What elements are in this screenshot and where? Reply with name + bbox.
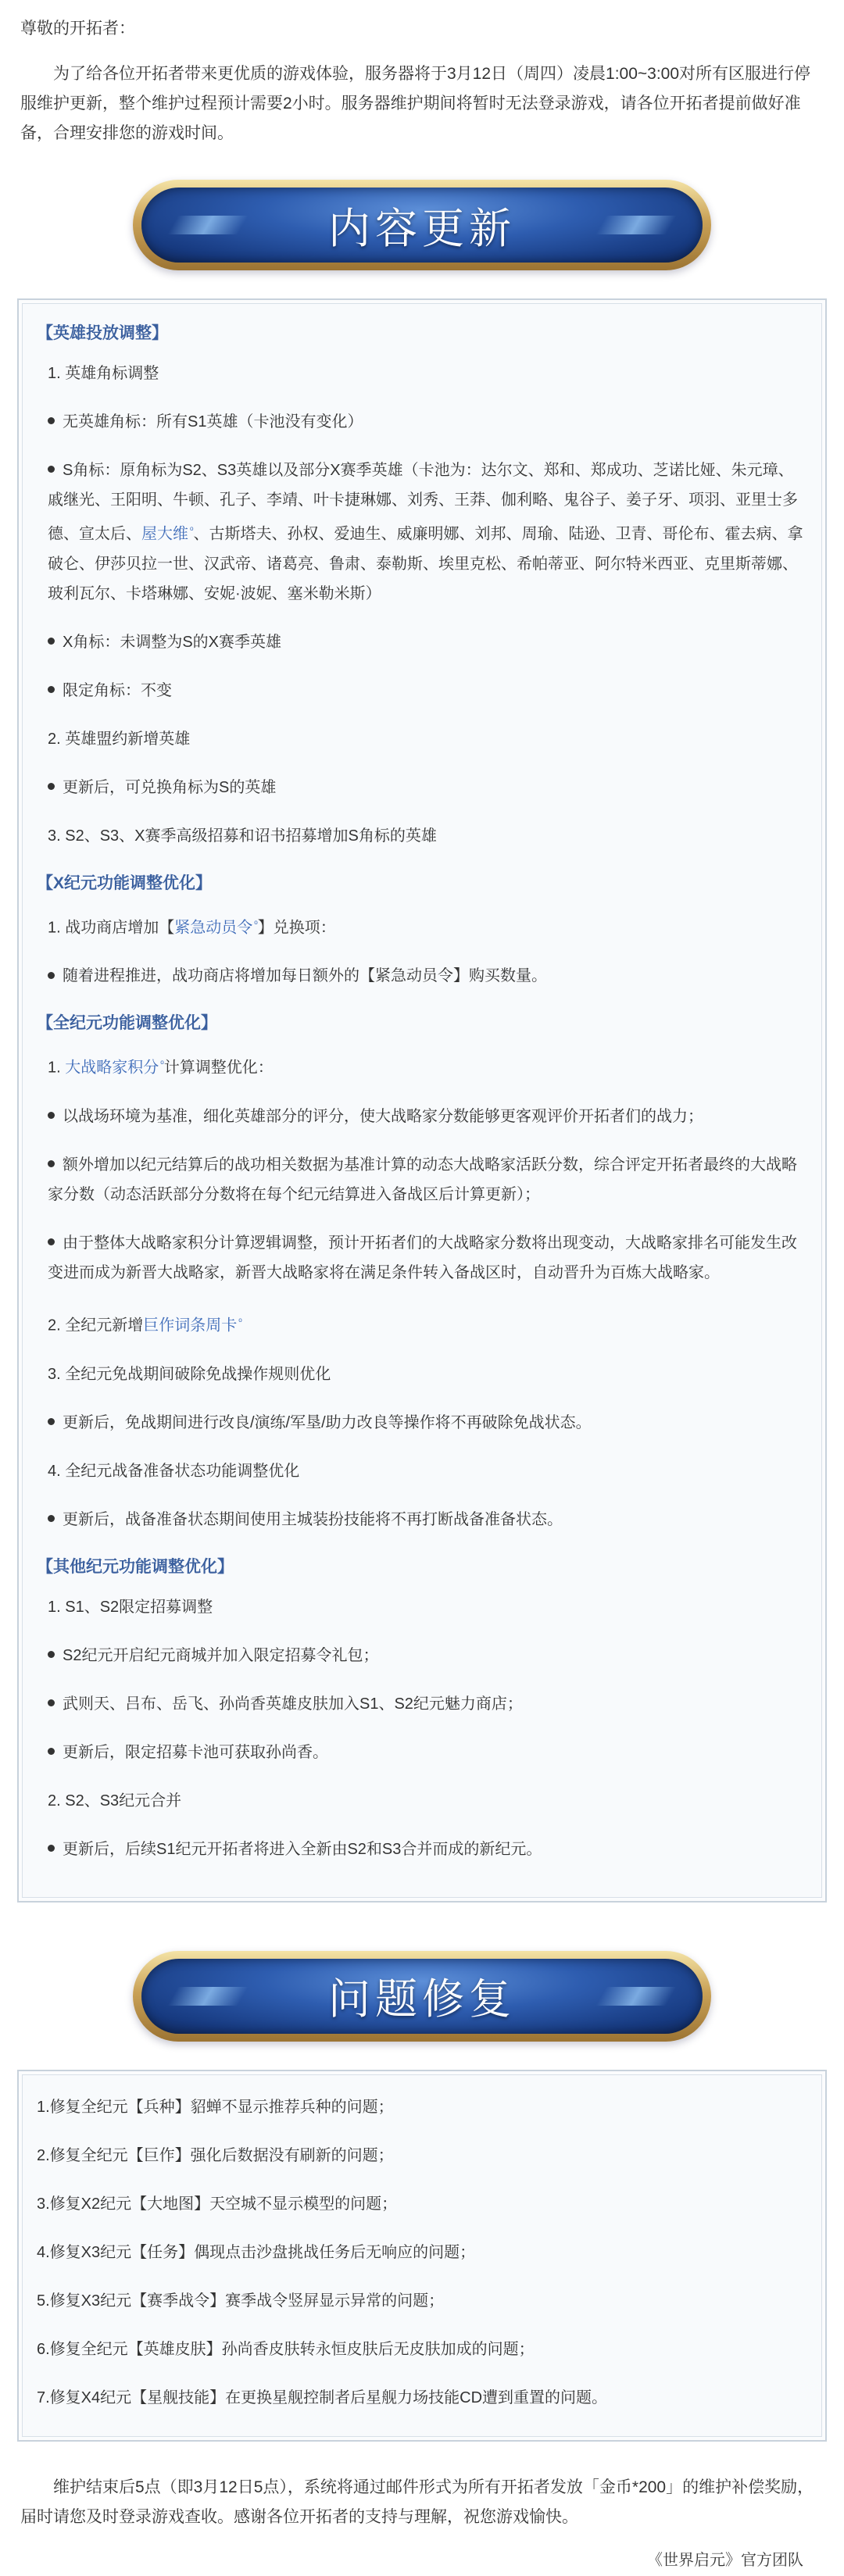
bullet-dot-icon xyxy=(48,1748,55,1755)
bug-fix-list xyxy=(22,2074,822,2437)
numbered-item xyxy=(37,1786,809,1816)
item-text: 1. S1、S2限定招募调整 xyxy=(48,1598,213,1616)
bug-fix-banner xyxy=(0,1951,844,2042)
bullet-dot-icon xyxy=(48,466,55,473)
item-text: 2. 全纪元新增 xyxy=(48,1317,144,1334)
item-text: 武则天、吕布、岳飞、孙尚香英雄皮肤加入S1、S2纪元魅力商店； xyxy=(63,1695,523,1713)
item-text: 计算调整优化： xyxy=(163,1059,274,1077)
numbered-item xyxy=(37,1456,809,1486)
bullet-dot-icon xyxy=(48,1699,55,1706)
banner-plate xyxy=(141,188,703,263)
numbered-item xyxy=(37,909,809,943)
bullet-item xyxy=(37,1505,809,1535)
item-text: 1. xyxy=(48,1059,66,1077)
content-update-banner xyxy=(0,180,844,270)
compensation-notice: 维护结束后5点（即3月12日5点），系统将通过邮件形式为所有开拓者发放「金币*200」的维护补偿奖励，届时请您及时登录游戏查收。感谢各位开拓者的支持与理解，祝您游戏愉快。 xyxy=(20,2478,814,2526)
numbered-item xyxy=(37,1592,809,1622)
bullet-dot-icon xyxy=(48,1160,55,1167)
numbered-item xyxy=(37,821,809,851)
item-text: 更新后，免战期间进行改良/演练/军垦/助力改良等操作将不再破除免战状态。 xyxy=(63,1413,592,1431)
fix-item: 3.修复X2纪元【大地图】天空城不显示模型的问题； xyxy=(37,2195,398,2213)
bullet-item xyxy=(37,773,809,802)
item-text: 更新后，限定招募卡池可获取孙尚香。 xyxy=(63,1743,328,1761)
fix-item: 1.修复全纪元【兵种】貂蝉不显示推荐兵种的问题； xyxy=(37,2098,394,2116)
search-hint-icon[interactable]: ᵒ xyxy=(238,1315,242,1327)
banner-title: 内容更新 xyxy=(328,203,516,253)
fix-item: 2.修复全纪元【巨作】强化后数据没有刷新的问题； xyxy=(37,2146,394,2164)
bug-fix-box xyxy=(17,2070,827,2442)
bullet-item xyxy=(37,1738,809,1767)
bullet-dot-icon xyxy=(48,972,55,979)
item-text: 无英雄角标：所有S1英雄（卡池没有变化） xyxy=(63,413,363,431)
fix-item: 7.修复X4纪元【星舰技能】在更换星舰控制者后星舰力场技能CD遭到重置的问题。 xyxy=(37,2388,608,2406)
item-text: 2. S2、S3纪元合并 xyxy=(48,1792,182,1810)
greeting: 尊敬的开拓者： xyxy=(20,20,135,38)
bullet-dot-icon xyxy=(48,417,55,424)
item-text: 1. 战功商店增加【 xyxy=(48,919,175,937)
numbered-item xyxy=(37,1306,809,1341)
section-title: 【其他纪元功能调整优化】 xyxy=(37,1557,234,1576)
bullet-dot-icon xyxy=(48,1112,55,1119)
item-text: 3. 全纪元免战期间破除免战操作规则优化 xyxy=(48,1365,331,1383)
item-text: 、古斯塔夫、孙权、爱迪生、威廉明娜、刘邦、周瑜、陆逊、卫青、哥伦布、霍去病、拿破仑、伊莎贝拉一世、汉武帝、诸葛亮、鲁肃、泰勒斯、埃里克松、希帕蒂亚、阿尔特米西亚、克里斯蒂娜、玻利瓦尔、卡塔琳娜、安妮·波妮、塞米勒米斯） xyxy=(48,525,803,602)
bullet-dot-icon xyxy=(48,1418,55,1425)
fix-item: 4.修复X3纪元【任务】偶现点击沙盘挑战任务后无响应的问题； xyxy=(37,2243,476,2261)
bullet-item xyxy=(37,676,809,706)
item-text: X角标：未调整为S的X赛季英雄 xyxy=(63,633,282,651)
maintenance-notice: 为了给各位开拓者带来更优质的游戏体验，服务器将于3月12日（周四）凌晨1:00~3:00对所有区服进行停服维护更新，整个维护过程预计需要2小时。服务器维护期间将暂时无法登录游戏，请各位开拓者提前做好准备，合理安排您的游戏时间。 xyxy=(20,65,811,142)
numbered-item xyxy=(37,1359,809,1389)
item-text: 更新后，战备准备状态期间使用主城装扮技能将不再打断战备准备状态。 xyxy=(63,1510,563,1528)
search-hint-icon[interactable]: ᵒ xyxy=(160,1058,164,1070)
item-text: 更新后，可兑换角标为S的英雄 xyxy=(63,778,277,796)
content-update-list xyxy=(22,303,822,1898)
search-hint-icon[interactable]: ᵒ xyxy=(190,524,194,535)
bullet-item xyxy=(37,456,809,609)
item-text: 由于整体大战略家积分计算逻辑调整，预计开拓者们的大战略家分数将出现变动，大战略家排名可能发生改变进而成为新晋大战略家，新晋大战略家将在满足条件转入备战区时，自动晋升为百炼大战略家。 xyxy=(48,1234,797,1281)
bullet-dot-icon xyxy=(48,1515,55,1522)
outro-section xyxy=(0,2442,844,2574)
bullet-item xyxy=(37,627,809,657)
item-text: S2纪元开启纪元商城并加入限定招募令礼包； xyxy=(63,1646,379,1664)
numbered-item xyxy=(37,1049,809,1083)
bullet-dot-icon xyxy=(48,1651,55,1658)
section-title: 【全纪元功能调整优化】 xyxy=(37,1014,217,1033)
item-text: 1. 英雄角标调整 xyxy=(48,365,159,382)
content-update-box xyxy=(17,298,827,1903)
bullet-item xyxy=(37,1641,809,1670)
bullet-dot-icon xyxy=(48,1845,55,1852)
fix-item: 5.修复X3纪元【赛季战令】赛季战令竖屏显示异常的问题； xyxy=(37,2292,445,2310)
bullet-item xyxy=(37,1102,809,1131)
bullet-item xyxy=(37,1150,809,1209)
item-text: 4. 全纪元战备准备状态功能调整优化 xyxy=(48,1462,300,1480)
section-title: 【X纪元功能调整优化】 xyxy=(37,874,213,892)
bullet-dot-icon xyxy=(48,638,55,645)
bullet-dot-icon xyxy=(48,783,55,790)
fix-item: 6.修复全纪元【英雄皮肤】孙尚香皮肤转永恒皮肤后无皮肤加成的问题； xyxy=(37,2340,535,2358)
item-text: 随着进程推进，战功商店将增加每日额外的【紧急动员令】购买数量。 xyxy=(63,967,547,985)
item-text: 限定角标：不变 xyxy=(63,681,172,699)
item-text: 以战场环境为基准，细化英雄部分的评分，使大战略家分数能够更客观评价开拓者们的战力； xyxy=(63,1107,703,1125)
bullet-dot-icon xyxy=(48,1238,55,1245)
term-link[interactable]: 紧急动员令 xyxy=(174,919,253,937)
bullet-item xyxy=(37,1408,809,1438)
bullet-item xyxy=(37,1228,809,1288)
term-link[interactable]: 屋大维 xyxy=(141,525,188,543)
banner-plate xyxy=(141,1959,703,2034)
numbered-item xyxy=(37,724,809,754)
bullet-item xyxy=(37,961,809,991)
numbered-item xyxy=(37,359,809,388)
banner-frame xyxy=(133,1951,711,2042)
term-link[interactable]: 巨作词条周卡 xyxy=(143,1317,238,1334)
bullet-item xyxy=(37,1689,809,1719)
banner-frame xyxy=(133,180,711,270)
signature: 《世界启元》官方团队 xyxy=(647,2551,803,2569)
item-text: 更新后，后续S1纪元开拓者将进入全新由S2和S3合并而成的新纪元。 xyxy=(63,1840,542,1858)
bullet-dot-icon xyxy=(48,686,55,693)
search-hint-icon[interactable]: ᵒ xyxy=(254,917,258,929)
item-text: S角标：原角标为S2、S3英雄以及部分X赛季英雄（卡池为：达尔文、郑和、郑成功、芝诺比娅、朱元璋、戚继光、王阳明、牛顿、孔子、李靖、叶卡捷琳娜、刘秀、王莽、伽利略、鬼谷子、姜子牙、项羽、亚里士多德、宣太后、 xyxy=(48,462,798,543)
bullet-item xyxy=(37,1835,809,1864)
item-text: 2. 英雄盟约新增英雄 xyxy=(48,730,191,748)
intro-section xyxy=(0,0,844,148)
item-text: 3. S2、S3、X赛季高级招募和诏书招募增加S角标的英雄 xyxy=(48,827,437,845)
bullet-item xyxy=(37,407,809,437)
banner-title: 问题修复 xyxy=(328,1974,516,2024)
item-text: 】兑换项： xyxy=(257,919,336,937)
section-title: 【英雄投放调整】 xyxy=(37,324,168,342)
term-link[interactable]: 大战略家积分 xyxy=(65,1059,159,1077)
item-text: 额外增加以纪元结算后的战功相关数据为基准计算的动态大战略家活跃分数，综合评定开拓者最终的大战略家分数（动态活跃部分分数将在每个纪元结算进入备战区后计算更新）； xyxy=(48,1156,797,1203)
